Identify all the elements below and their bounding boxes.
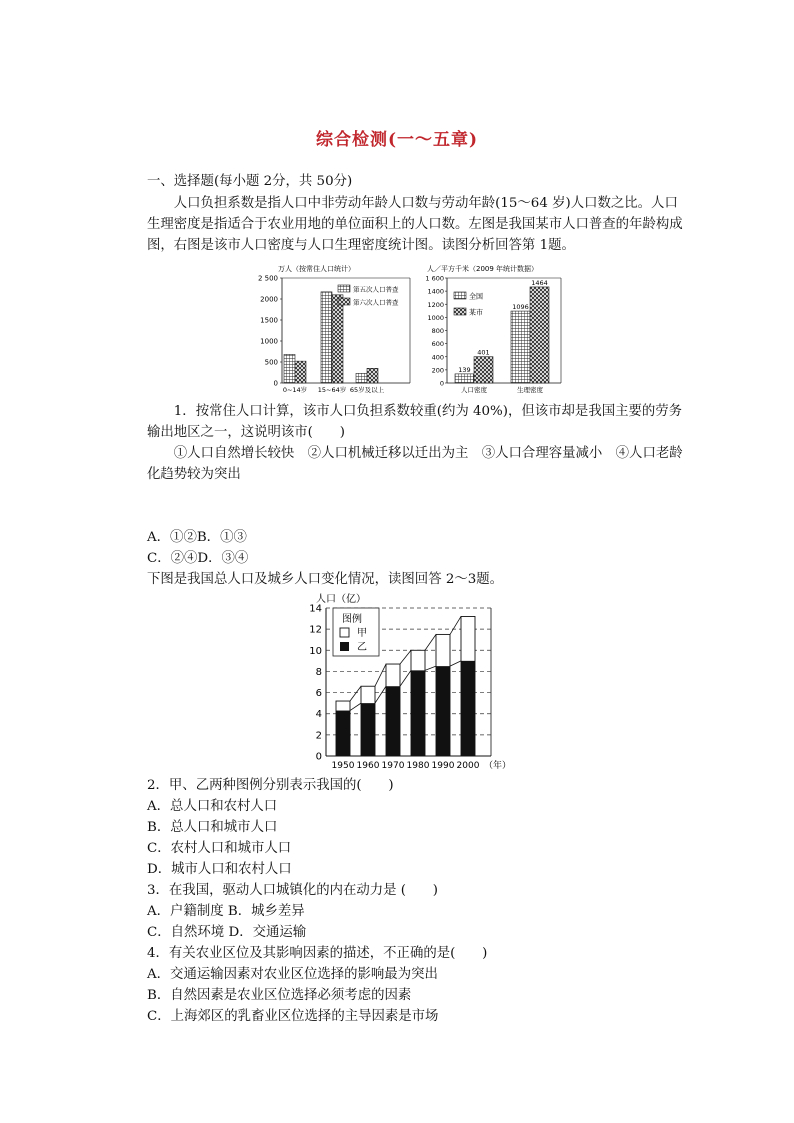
intro-line-3: 图，右图是该市人口密度与人口生理密度统计图。读图分析回答第 1题。	[147, 238, 575, 253]
chart3-unit: 人口（亿）	[316, 594, 366, 605]
density-chart	[425, 262, 575, 397]
q2-option-c: C．农村人口和城市人口	[147, 841, 292, 856]
q1-stem-2: 输出地区之一，这说明该市( )	[147, 425, 345, 440]
q4-option-a: A．交通运输因素对农业区位选择的影响最为突出	[147, 967, 438, 982]
legend-label-national: 全国	[469, 292, 483, 301]
chart3-connector-yi	[400, 670, 411, 686]
chart3-tick-label: 14	[309, 603, 322, 615]
age-structure-chart	[250, 262, 420, 397]
chart2-tick-label: 800	[431, 327, 444, 335]
chart1-bar	[321, 292, 332, 383]
chart2-tick-label: 0	[439, 379, 444, 388]
q1-stem-1: 1．按常住人口计算，该市人口负担系数较重(约为 40%)，但该市却是我国主要的劳务	[147, 404, 683, 419]
chart3-category-label: 1980	[406, 761, 430, 771]
legend-swatch-yi	[340, 642, 349, 651]
chart3-bar-yi	[361, 703, 375, 756]
chart2-value-label: 1464	[531, 278, 548, 287]
legend-swatch-jia	[340, 628, 349, 637]
chart3-tick-label: 6	[315, 688, 322, 700]
chart2-bar	[455, 374, 474, 383]
chart2-tick-label: 600	[431, 340, 444, 349]
chart3-tick-label: 2	[315, 730, 322, 742]
chart1-category-label: 65岁及以上	[349, 386, 385, 394]
q4-stem: 4．有关农业区位及其影响因素的描述，不正确的是( )	[147, 946, 488, 961]
chart3-connector-yi	[450, 661, 461, 666]
chart2-category-label: 人口密度	[461, 386, 487, 394]
chart2-tick-label: 1000	[427, 313, 444, 322]
chart1-bar	[295, 361, 306, 383]
legend-title: 图例	[342, 614, 362, 625]
chart3-bar-yi	[461, 661, 475, 756]
chart3-bar-yi	[436, 666, 450, 756]
legend-label-jia: 甲	[357, 628, 367, 639]
q3-option-cd: C．自然环境 D．交通运输	[147, 925, 307, 940]
chart1-tick-label: 2 500	[257, 274, 278, 283]
chart3-connector-yi	[350, 703, 361, 710]
chart3-tick-label: 0	[315, 751, 322, 763]
chart3-tick-label: 12	[309, 624, 322, 636]
chart1-tick-label: 0	[273, 379, 278, 388]
legend-label-5th: 第五次人口普查	[353, 285, 399, 294]
chart3-connector-jia	[400, 650, 411, 664]
chart2-bar	[474, 357, 493, 383]
chart2-legend	[454, 292, 483, 317]
chart1-tick-label: 1000	[260, 337, 278, 346]
chart3-connector-jia	[425, 634, 436, 650]
chart3-category-label: 1950	[331, 761, 355, 771]
q3-option-ab: A．户籍制度 B．城乡差异	[147, 904, 305, 919]
chart3-connector-yi	[375, 686, 386, 703]
legend-swatch-5th	[338, 285, 350, 292]
q1-option-cd: C．②④D．③④	[147, 551, 249, 566]
chart3-connector-jia	[450, 616, 461, 634]
chart1-unit: 万人（按常住人口统计）	[278, 265, 355, 273]
chart3-connector-yi	[425, 666, 436, 670]
q4-option-c: C．上海郊区的乳畜业区位选择的主导因素是市场	[147, 1009, 439, 1024]
chart1-bar	[356, 373, 367, 383]
chart3-bar-yi	[386, 686, 400, 756]
chart1-bar	[332, 295, 343, 383]
chart2-value-label: 401	[477, 348, 490, 357]
chart3-bar-yi	[411, 670, 425, 756]
chart2-tick-label: 1400	[427, 287, 444, 296]
intro-line-2: 生理密度是指适合于农业用地的单位面积上的人口数。左图是我国某市人口普查的年龄构成	[147, 217, 683, 232]
chart3-category-label: 2000	[456, 761, 480, 771]
legend-label-city: 某市	[469, 308, 483, 317]
chart1-category-label: 15~64岁	[317, 386, 347, 394]
q2-option-d: D．城市人口和农村人口	[147, 862, 292, 877]
q1-items-1: ①人口自然增长较快 ②人口机械迁移以迁出为主 ③人口合理容量减小 ④人口老龄	[147, 446, 683, 461]
section-heading: 一、选择题(每小题 2分，共 50分)	[147, 174, 353, 189]
chart3-tick-label: 8	[315, 666, 322, 678]
chart1-bar	[367, 368, 378, 383]
chart2-tick-label: 200	[431, 366, 444, 375]
population-change-chart	[296, 590, 516, 775]
chart2-bar	[511, 311, 530, 383]
legend-label-6th: 第六次人口普查	[353, 298, 399, 307]
chart3-tick-label: 4	[315, 709, 322, 721]
page-title: 综合检测(一～五章)	[315, 130, 479, 150]
chart3-connector-jia	[350, 686, 361, 701]
q3-stem: 3．在我国，驱动人口城镇化的内在动力是 ( )	[147, 883, 439, 898]
q1-option-ab: A．①②B．①③	[147, 530, 247, 545]
q23-intro: 下图是我国总人口及城乡人口变化情况，读图回答 2～3题。	[147, 572, 504, 587]
chart1-legend	[338, 285, 399, 307]
legend-label-yi: 乙	[357, 642, 367, 653]
q1-items-2: 化趋势较为突出	[147, 467, 241, 482]
chart3-tick-label: 10	[309, 645, 322, 657]
chart2-value-label: 1096	[512, 303, 529, 312]
chart2-bar	[530, 287, 549, 383]
chart3-legend	[333, 608, 379, 656]
q2-option-b: B．总人口和城市人口	[147, 820, 278, 835]
chart2-category-label: 生理密度	[517, 386, 543, 394]
chart1-tick-label: 2000	[260, 295, 278, 304]
chart3-category-label: 1970	[381, 761, 405, 771]
chart3-connector-jia	[375, 664, 386, 686]
q4-option-b: B．自然因素是农业区位选择必须考虑的因素	[147, 988, 412, 1003]
legend-swatch-6th	[338, 298, 350, 305]
chart3-bar-yi	[336, 711, 350, 756]
chart3-x-unit: （年）	[484, 761, 512, 771]
chart3-category-label: 1960	[356, 761, 380, 771]
legend-swatch-city	[454, 308, 466, 315]
q2-stem: 2．甲、乙两种图例分别表示我国的( )	[147, 778, 394, 793]
chart2-unit: 人／平方千米（2009 年统计数据）	[427, 265, 539, 273]
q2-option-a: A．总人口和农村人口	[147, 799, 278, 814]
chart2-tick-label: 1200	[427, 300, 444, 309]
chart1-category-label: 0~14岁	[282, 386, 308, 394]
chart1-tick-label: 1500	[260, 316, 278, 325]
chart2-value-label: 139	[458, 365, 471, 374]
legend-swatch-national	[454, 292, 466, 299]
chart2-tick-label: 1 600	[425, 274, 444, 283]
chart3-category-label: 1990	[431, 761, 455, 771]
chart1-bar	[284, 354, 295, 383]
chart2-tick-label: 400	[431, 353, 444, 362]
intro-line-1: 人口负担系数是指人口中非劳动年龄人口数与劳动年龄(15～64 岁)人口数之比。人口	[147, 196, 678, 211]
chart1-tick-label: 500	[264, 358, 278, 367]
